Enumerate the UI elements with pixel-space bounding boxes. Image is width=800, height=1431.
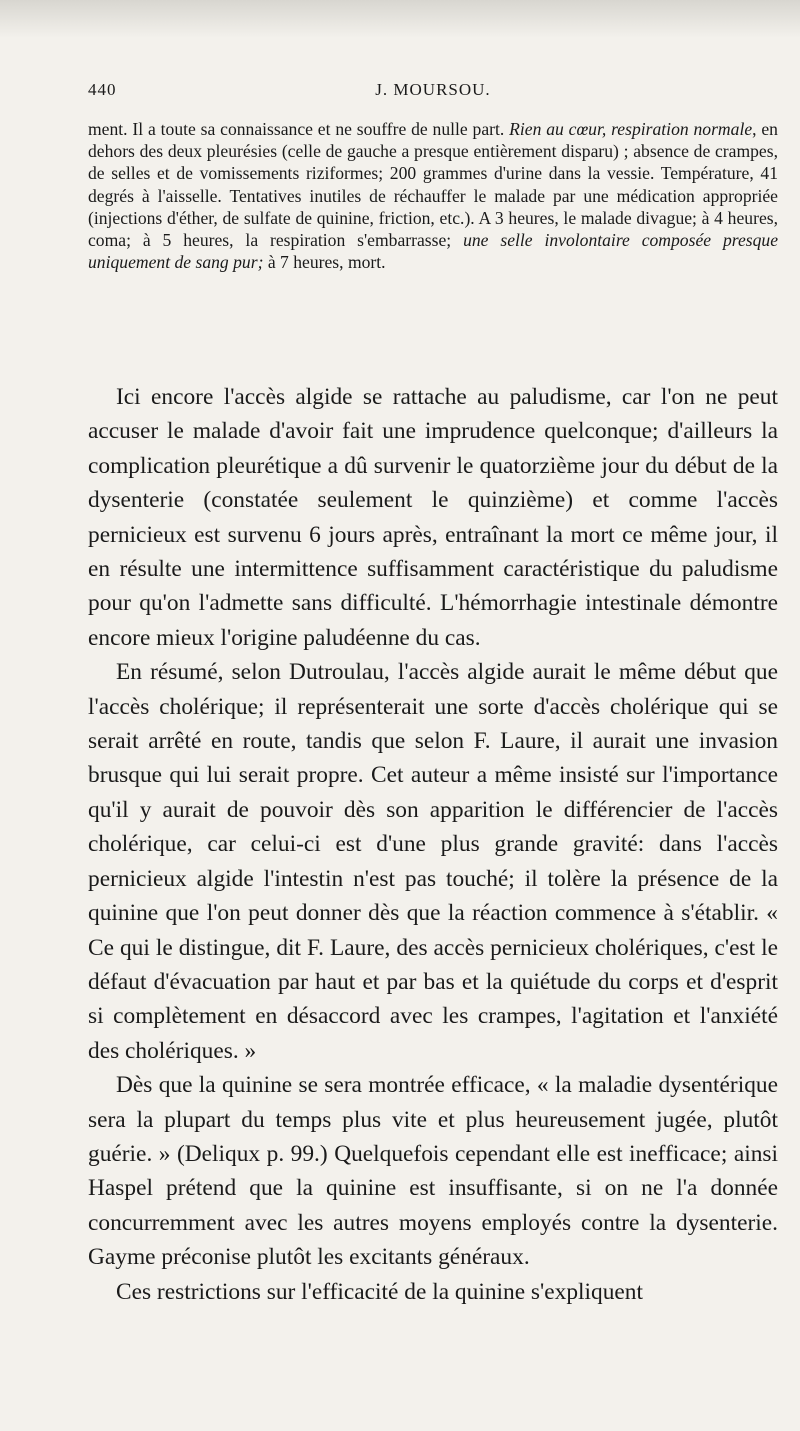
paragraph-restrictions: Ces restrictions sur l'efficacité de la quinine s'expliquent bbox=[116, 1278, 643, 1305]
running-head: J. MOURSOU. bbox=[375, 80, 491, 99]
case-emphasis-heart: Rien au cœur, respiration normale bbox=[509, 119, 753, 139]
case-text-middle: , en dehors des deux pleurésies (celle de gauche a presque entièrement disparu) ; absence de crampes, de selles et de vomissements riziformes; 200 grammes d'urine dans la vessie. Température, 41 degrés à l'aisselle. Tentatives inutiles de réchauffer le malade par une médication appropriée (injections d'éther, de sulfate de quinine, friction, etc.). A 3 heures, le malade divague; à 4 heures, coma; à 5 heures, la respiration s'embarrasse; bbox=[88, 119, 778, 251]
body-text bbox=[88, 380, 778, 1309]
case-text-end: à 7 heures, mort. bbox=[263, 252, 386, 273]
case-report-text bbox=[88, 118, 778, 273]
page-number: 440 bbox=[88, 80, 117, 99]
paragraph-summary: En résumé, selon Dutroulau, l'accès algide aurait le même début que l'accès cholérique; il représenterait une sorte d'accès cholérique qui se serait arrêté en route, tandis que selon F. Laure, il aurait une invasion brusque qui lui serait propre. Cet auteur a même insisté sur l'importance qu'il y aurait de pouvoir dès son apparition le différencier de l'accès cholérique, car celui-ci est d'une plus grande gravité: dans l'accès pernicieux algide l'intestin n'est pas touché; il tolère la présence de la quinine que l'on peut donner dès que la réaction commence à s'établir. « Ce qui le distingue, dit F. Laure, des accès pernicieux cholériques, c'est le défaut d'évacuation par haut et par bas et la quiétude du corps et d'esprit si complètement en désaccord avec les crampes, l'agitation et l'anxiété des cholériques. » bbox=[88, 659, 778, 1064]
page-header bbox=[88, 80, 778, 110]
paragraph-algid-access: Ici encore l'accès algide se rattache au paludisme, car l'on ne peut accuser le malade d'avoir fait une imprudence quelconque; d'ailleurs la complication pleurétique a dû survenir le quatorzième jour du début de la dysenterie (constatée seulement le quinzième) et comme l'accès pernicieux est survenu 6 jours après, entraînant la mort ce même jour, il en résulte une intermittence suffisamment caractéristique du paludisme pour qu'on l'admette sans difficulté. L'hémorrhagie intestinale démontre encore mieux l'origine paludéenne du cas. bbox=[88, 384, 778, 651]
case-emphasis-blood: une selle involontaire composée presque uniquement de sang pur; bbox=[88, 230, 778, 273]
scan-top-edge bbox=[0, 0, 800, 38]
case-text-start: ment. Il a toute sa connaissance et ne souffre de nulle part. bbox=[88, 119, 510, 139]
paragraph-quinine-efficacy: Dès que la quinine se sera montrée efficace, « la maladie dysentérique sera la plupart du temps plus vite et plus heureusement jugée, plutôt guérie. » (Deliqux p. 99.) Quelquefois cependant elle est inefficace; ainsi Haspel prétend que la quinine est insuffisante, si on ne l'a donnée concurremment avec les autres moyens employés contre la dysenterie. Gayme préconise plutôt les excitants généraux. bbox=[88, 1072, 778, 1271]
case-paragraph bbox=[88, 118, 778, 273]
